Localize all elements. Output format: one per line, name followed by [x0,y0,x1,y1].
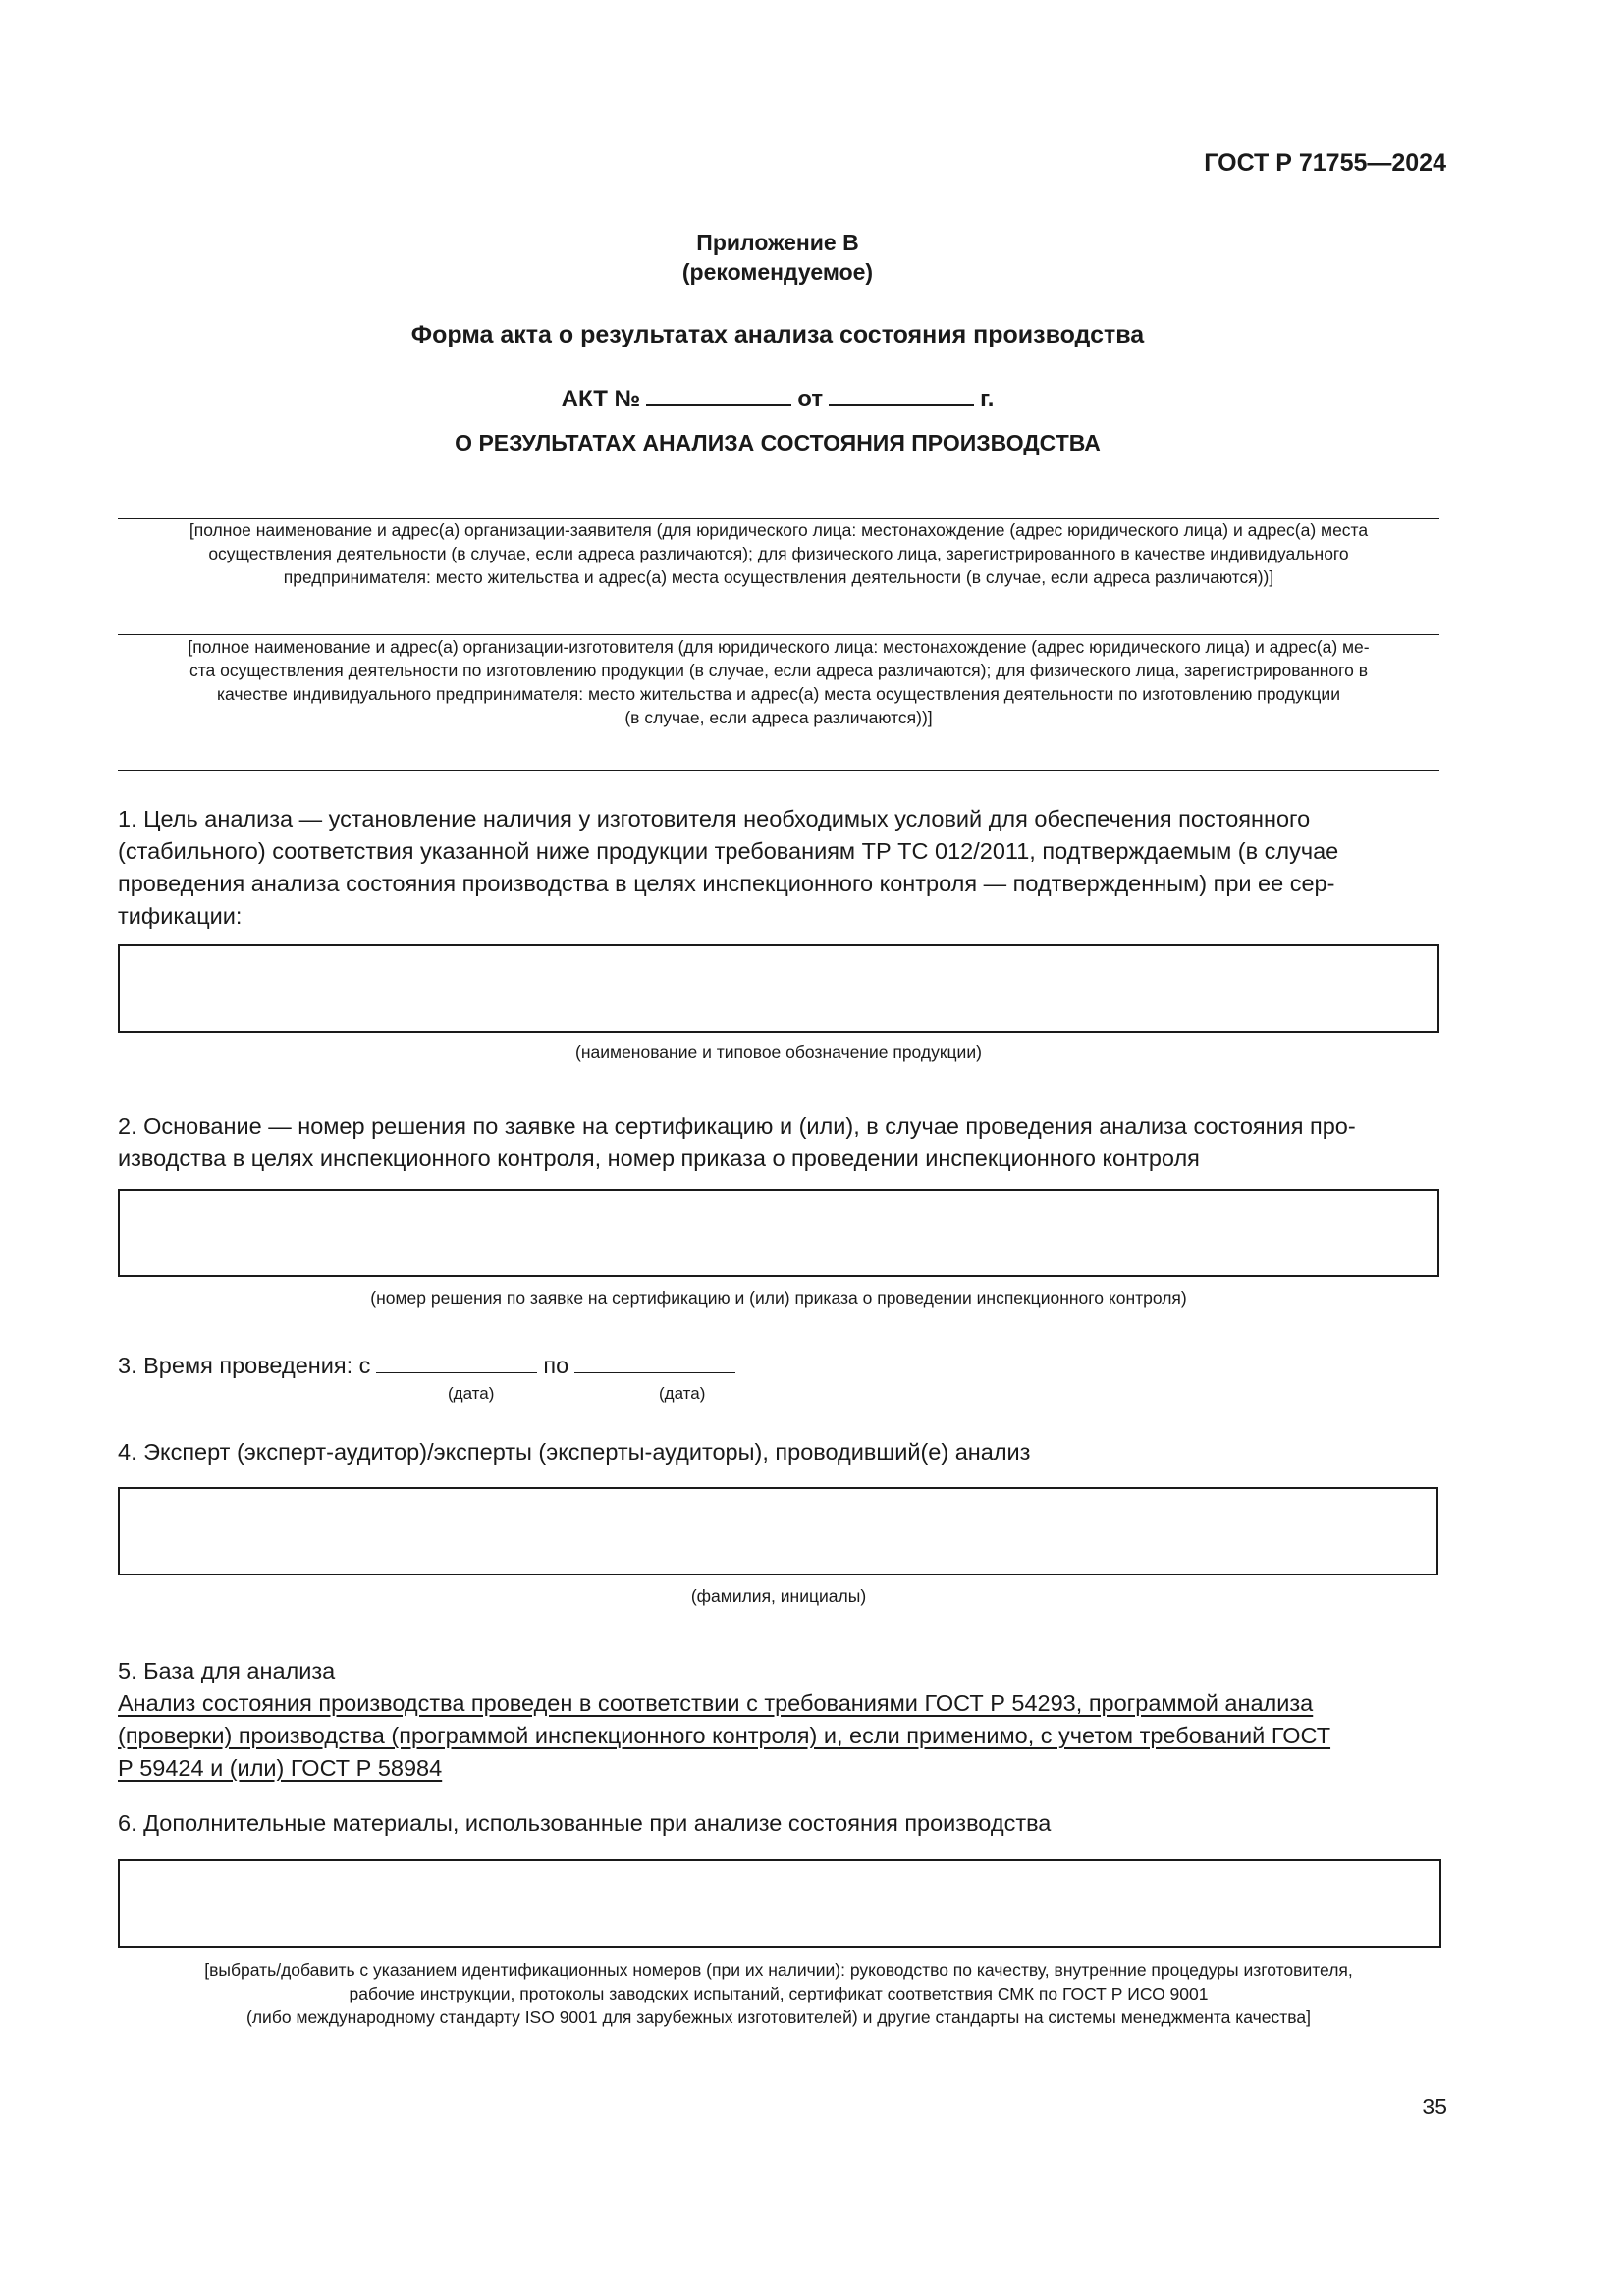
section-3-dates [118,1353,741,1379]
product-caption: (наименование и типовое обозначение продукции) [575,1042,982,1062]
act-from: от [797,386,824,412]
experts-field[interactable] [118,1487,1438,1575]
section-4-text: 4. Эксперт (эксперт-аудитор)/эксперты (эксперты-аудиторы), проводивший(е) анализ [118,1439,1031,1465]
section-1-text: 1. Цель анализа — установление наличия у изготовителя необходимых условий для обеспечения постоянного (стабильного) соответствия указанной ниже продукции требованиям ТР ТС 012/2011, подтверждаемым (в случае проведения анализа состояния производства в целях инспекционного контроля — подтвержденным) при ее сер- тификации: [118,806,1339,929]
act-subtitle: О РЕЗУЛЬТАТАХ АНАЛИЗА СОСТОЯНИЯ ПРОИЗВОДСТВА [455,430,1101,455]
standard-code: ГОСТ Р 71755—2024 [1204,149,1446,177]
section-5-text: Анализ состояния производства проведен в соответствии с требованиями ГОСТ Р 54293, программой анализа (проверки) производства (программой инспекционного контроля) и, если применимо, с учетом требований ГОСТ Р 59424 и (или) ГОСТ Р 58984 [118,1690,1331,1781]
applicant-caption: [полное наименование и адрес(а) организации-заявителя (для юридического лица: местонахождение (адрес юридического лица) и адрес(а) места осуществления деятельности (в случае, если адреса различаются); для физического лица, зарегистрированного в качестве индивидуального предпринимателя: место жительства и адрес(а) места осуществления деятельности (в случае, если адреса различаются))] [189,520,1369,587]
section-3-label: 3. Время проведения: с [118,1353,371,1378]
form-title: Форма акта о результатах анализа состояния производства [410,321,1145,348]
page-number: 35 [1422,2094,1447,2119]
decision-number-field[interactable] [118,1189,1439,1277]
act-year-suffix: г. [980,386,995,412]
act-number-line [118,383,1437,413]
end-date-hint: (дата) [659,1384,706,1403]
manufacturer-caption: [полное наименование и адрес(а) организации-изготовителя (для юридического лица: местонахождение (адрес юридического лица) и адрес(а) ме- ста осуществления деятельности по изготовлению продукции (в случае, если адреса различаются); для физического лица, зарегистрированного в качестве индивидуального предпринимателя: место жительства и адрес(а) места осуществления деятельности по изготовлению продукции (в случае, если адреса различаются))] [188,637,1370,727]
section-5-title: 5. База для анализа [118,1658,336,1683]
section-6-text: 6. Дополнительные материалы, использованные при анализе состояния производства [118,1810,1052,1836]
start-date-field[interactable] [376,1355,537,1373]
section-2-text: 2. Основание — номер решения по заявке на сертификацию и (или), в случае проведения анализа состояния про- изводства в целях инспекционного контроля, номер приказа о проведении инспекционного контроля [118,1113,1356,1171]
additional-materials-field[interactable] [118,1859,1441,1948]
act-number-field[interactable] [646,383,791,406]
extra-line[interactable] [118,770,1439,771]
product-name-field[interactable] [118,944,1439,1033]
decision-caption: (номер решения по заявке на сертификацию и (или) приказа о проведении инспекционного контроля) [370,1288,1187,1308]
section-3-to: по [543,1353,569,1378]
start-date-hint: (дата) [448,1384,495,1403]
appendix-heading [118,228,1437,287]
experts-caption: (фамилия, инициалы) [690,1586,867,1606]
appendix-status: (рекомендуемое) [681,259,874,285]
act-date-field[interactable] [829,383,974,406]
end-date-field[interactable] [574,1355,735,1373]
appendix-title: Приложение В [696,230,859,255]
act-prefix: АКТ № [561,386,641,412]
additional-materials-caption: [выбрать/добавить с указанием идентификационных номеров (при их наличии): руководство по качеству, внутренние процедуры изготовителя, рабочие инструкции, протоколы заводских испытаний, сертификат соответствия СМК по ГОСТ Р ИСО 9001 (либо международному стандарту ISO 9001 для зарубежных изготовителей) и другие стандарты на системы менеджмента качества] [204,1960,1353,2027]
